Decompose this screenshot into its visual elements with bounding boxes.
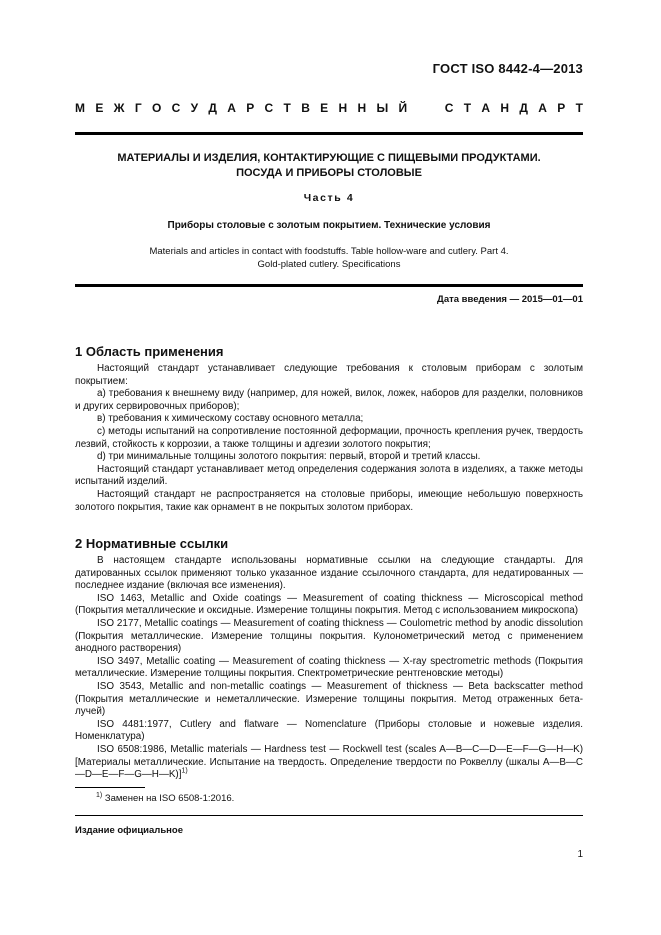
reference-iso-3497: ISO 3497, Metallic coating — Measurement of coating thickness — X-ray spectrometric methods (Покрытия металлические. Измерение толщины покрытия. Спектрометрические рентгеновские методы) bbox=[75, 655, 583, 680]
paragraph: Настоящий стандарт не распространяется на столовые приборы, имеющие небольшую поверхность золотого покрытия, такие как орнамент в не покрытых золотом приборах. bbox=[75, 488, 583, 513]
section-1-body bbox=[75, 363, 583, 514]
interstate-letter: Д bbox=[519, 101, 528, 115]
standard-code: ГОСТ ISO 8442-4—2013 bbox=[432, 61, 583, 76]
paragraph: Настоящий стандарт устанавливает метод определения содержания золота в изделиях, а также методы испытаний изделий. bbox=[75, 463, 583, 488]
document-subtitle: Приборы столовые с золотым покрытием. Технические условия bbox=[167, 220, 491, 231]
interstate-letter: Н bbox=[338, 101, 348, 115]
english-title-line-2: Gold-plated cutlery. Specifications bbox=[257, 259, 401, 270]
paragraph: а) требования к внешнему виду (например, для ножей, вилок, ложек, наборов для разделки, половников и других сервировочных приборов); bbox=[75, 388, 583, 412]
part-label: Часть 4 bbox=[303, 192, 355, 204]
title-line-1: МАТЕРИАЛЫ И ИЗДЕЛИЯ, КОНТАКТИРУЮЩИЕ С ПИЩЕВЫМИ ПРОДУКТАМИ. bbox=[117, 152, 541, 164]
interstate-letter: Р bbox=[246, 101, 255, 115]
interstate-letter: С bbox=[444, 101, 454, 115]
footnote-text: Заменен на ISO 6508-1:2016. bbox=[104, 793, 235, 804]
interstate-letter: А bbox=[538, 101, 547, 115]
official-edition-label: Издание официальное bbox=[75, 825, 183, 836]
interstate-letter: Н bbox=[500, 101, 510, 115]
interstate-letter: О bbox=[151, 101, 162, 115]
interstate-letter: Т bbox=[463, 101, 472, 115]
section-2-body bbox=[75, 555, 583, 782]
interstate-standard-heading bbox=[75, 101, 583, 115]
reference-iso-6508-text: ISO 6508:1986, Metallic materials — Hardness test — Rockwell test (scales A—B—C—D—E—F—G—H—K) [Материалы металлические. Испытание на твердость. Определение твердости по Роквеллу (шкалы A—B—C—D—E—F—G—H—K)] bbox=[75, 743, 583, 781]
interstate-letter: Г bbox=[134, 101, 142, 115]
title-rule bbox=[75, 284, 583, 287]
section-references bbox=[75, 536, 583, 782]
paragraph: с) методы испытаний на сопротивление постоянной деформации, прочность крепления ручек, твердость лезвий, стойкость к коррозии, а также толщины и адгезии золотого покрытия; bbox=[75, 425, 583, 450]
footer-rule bbox=[75, 815, 583, 816]
interstate-letter: А bbox=[481, 101, 491, 115]
interstate-letter: Й bbox=[398, 101, 408, 115]
reference-iso-2177: ISO 2177, Metallic coatings — Measurement of coating thickness — Coulometric method by anodic dissolution (Покрытия металлические. Измерение толщины покрытия. Кулонометрический метод с применением анодного растворения) bbox=[75, 617, 583, 655]
paragraph: d) три минимальные толщины золотого покрытия: первый, второй и третий классы. bbox=[97, 451, 481, 463]
reference-iso-6508 bbox=[75, 744, 583, 782]
interstate-letter: У bbox=[190, 101, 199, 115]
interstate-letter: В bbox=[301, 101, 310, 115]
reference-iso-3543: ISO 3543, Metallic and non-metallic coatings — Measurement of thickness — Beta backscatter method (Покрытия металлические и неметаллические. Измерение толщины покрытия. Метод отраженных бета-лучей) bbox=[75, 680, 583, 718]
introduction-date: Дата введения — 2015—01—01 bbox=[437, 294, 583, 305]
footnote-number: 1) bbox=[96, 791, 103, 799]
interstate-letter: Ж bbox=[113, 101, 125, 115]
interstate-letter: М bbox=[75, 101, 85, 115]
interstate-letter: С bbox=[171, 101, 181, 115]
reference-iso-1463: ISO 1463, Metallic and Oxide coatings — Measurement of coating thickness — Microscopical method (Покрытия металлические и оксидные. Измерение толщины покрытия. Метод с использованием микроскопа) bbox=[75, 592, 583, 617]
footnote bbox=[96, 793, 234, 804]
english-title bbox=[75, 245, 583, 271]
interstate-letter: Д bbox=[208, 101, 217, 115]
paragraph: В настоящем стандарте использованы нормативные ссылки на следующие стандарты. Для датированных ссылок применяют только указанное издание ссылочного стандарта, для недатированных — последнее издание (включая все изменения). bbox=[75, 555, 583, 592]
interstate-letter: Е bbox=[95, 101, 104, 115]
reference-iso-4481: ISO 4481:1977, Cutlery and flatware — Nomenclature (Приборы столовые и ножевые изделия. Номенклатура) bbox=[75, 718, 583, 743]
document-title bbox=[75, 151, 583, 180]
interstate-letter: А bbox=[227, 101, 236, 115]
header-rule bbox=[75, 132, 583, 135]
section-2-heading: 2 Нормативные ссылки bbox=[75, 536, 229, 551]
interstate-letter bbox=[431, 101, 434, 115]
interstate-letter: Ы bbox=[376, 101, 389, 115]
paragraph: в) требования к химическому составу основного металла; bbox=[97, 413, 364, 425]
section-1-heading: 1 Область применения bbox=[75, 344, 224, 359]
interstate-letter: Т bbox=[283, 101, 291, 115]
interstate-letter: Н bbox=[357, 101, 367, 115]
section-scope bbox=[75, 344, 583, 514]
interstate-letter bbox=[417, 101, 420, 115]
title-line-2: ПОСУДА И ПРИБОРЫ СТОЛОВЫЕ bbox=[236, 166, 422, 179]
interstate-letter: Е bbox=[320, 101, 329, 115]
footnote-separator bbox=[75, 787, 145, 788]
interstate-letter: Т bbox=[575, 101, 583, 115]
page-number: 1 bbox=[577, 849, 583, 860]
footnote-marker: 1) bbox=[181, 767, 188, 775]
english-title-line-1: Materials and articles in contact with foodstuffs. Table hollow-ware and cutlery. Part 4. bbox=[149, 246, 509, 257]
interstate-letter: Р bbox=[557, 101, 566, 115]
paragraph: Настоящий стандарт устанавливает следующие требования к столовым приборам с золотым покрытием: bbox=[75, 363, 583, 387]
interstate-letter: С bbox=[264, 101, 274, 115]
